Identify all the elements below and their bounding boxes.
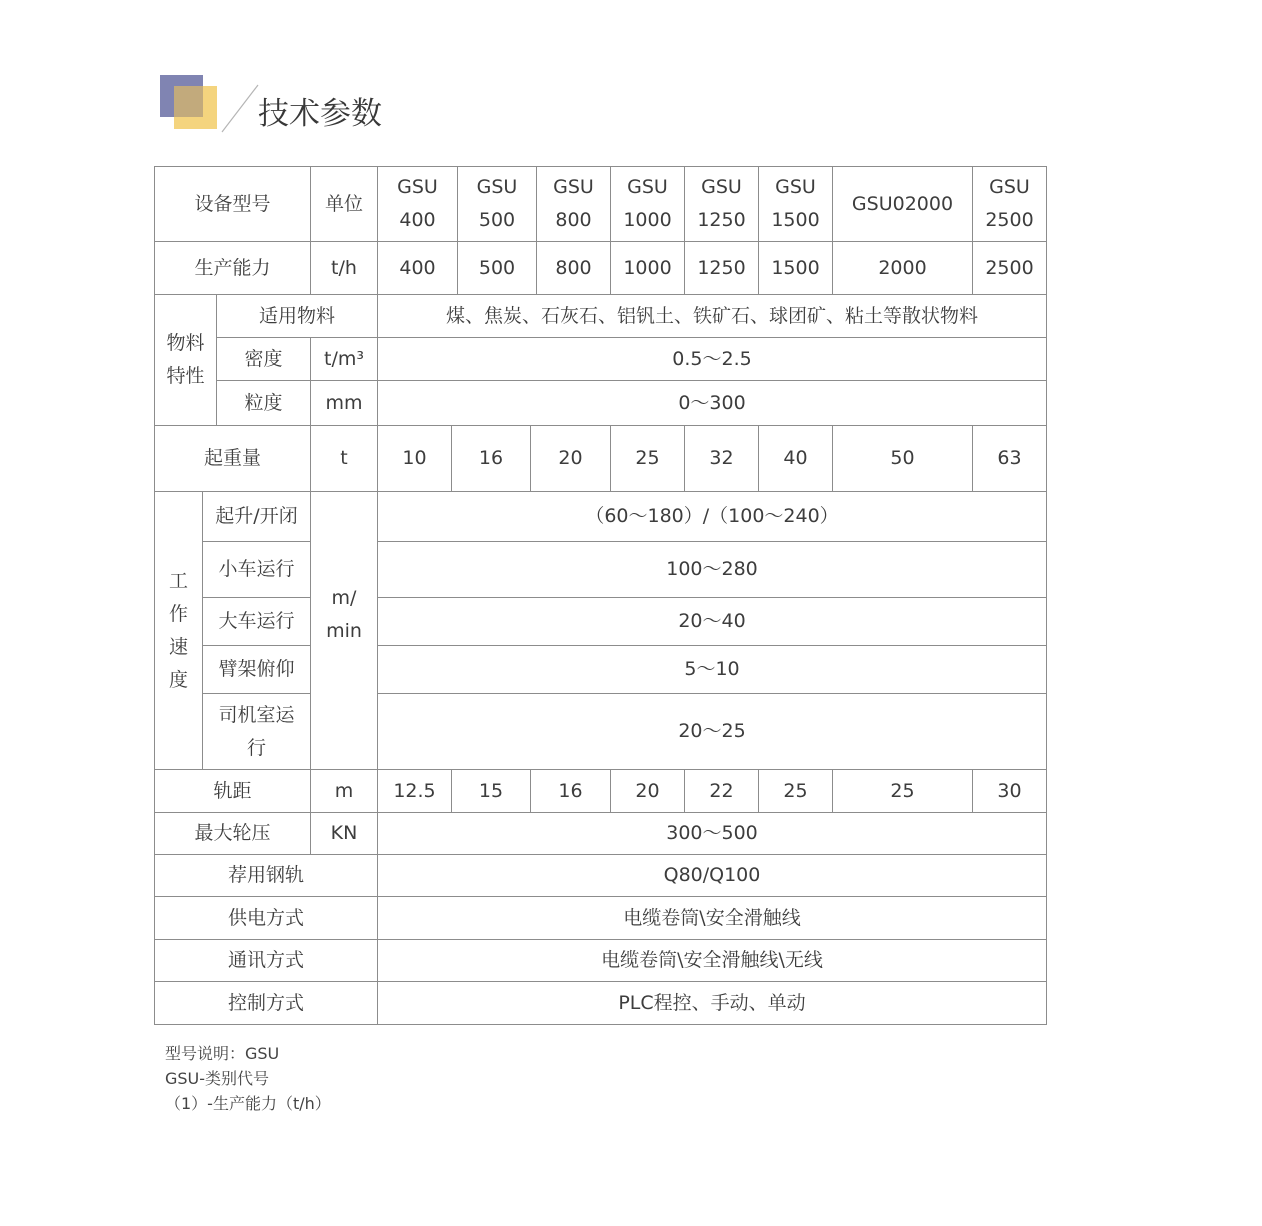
lifting-capacity-label-cell: 起重量 [155, 426, 311, 492]
slash-divider-icon [218, 82, 262, 136]
gauge-value-cell: 30 [973, 770, 1047, 813]
capacity-value-cell: 400 [378, 242, 458, 295]
power-supply-label-cell: 供电方式 [155, 897, 378, 940]
working-speed-unit: m/min [326, 586, 362, 642]
boom-luffing-value-cell: 5～10 [378, 646, 1047, 694]
lifting-capacity-value-cell: 16 [452, 426, 531, 492]
unit-label-cell: 单位 [311, 167, 378, 242]
model-cell: GSU 1500 [759, 167, 833, 242]
power-supply-value-cell: 电缆卷筒\安全滑触线 [378, 897, 1047, 940]
max-wheel-pressure-unit-cell: KN [311, 813, 378, 855]
capacity-value-cell: 2000 [833, 242, 973, 295]
model-notes [165, 1041, 331, 1116]
gauge-value-cell: 20 [611, 770, 685, 813]
applicable-material-value-cell: 煤、焦炭、石灰石、铝钒土、铁矿石、球团矿、粘土等散状物料 [378, 295, 1047, 338]
max-wheel-pressure-label-cell: 最大轮压 [155, 813, 311, 855]
granularity-unit-cell: mm [311, 381, 378, 426]
note-line: 型号说明：GSU [165, 1044, 280, 1063]
applicable-material-label-cell: 适用物料 [217, 295, 378, 338]
gauge-label-cell: 轨距 [155, 770, 311, 813]
model-cell: GSU 2500 [973, 167, 1047, 242]
material-group-cell [155, 295, 217, 426]
lifting-capacity-value-cell: 20 [531, 426, 611, 492]
lifting-capacity-value-cell: 25 [611, 426, 685, 492]
capacity-value-cell: 1000 [611, 242, 685, 295]
note-line: （1）-生产能力（t/h） [165, 1094, 331, 1113]
capacity-value-cell: 2500 [973, 242, 1047, 295]
lifting-capacity-value-cell: 40 [759, 426, 833, 492]
overlap-square-icon [174, 86, 203, 117]
cab-travel-label: 司机室运行 [218, 703, 295, 759]
gauge-value-cell: 15 [452, 770, 531, 813]
section-title: 技术参数 [258, 96, 382, 132]
gauge-value-cell: 25 [759, 770, 833, 813]
crane-travel-label-cell: 大车运行 [203, 598, 311, 646]
lifting-capacity-value-cell: 63 [973, 426, 1047, 492]
max-wheel-pressure-value-cell: 300～500 [378, 813, 1047, 855]
gauge-value-cell: 16 [531, 770, 611, 813]
trolley-travel-label-cell: 小车运行 [203, 542, 311, 598]
communication-value-cell: 电缆卷筒\安全滑触线\无线 [378, 940, 1047, 982]
recommended-rail-label-cell: 荐用钢轨 [155, 855, 378, 897]
parameters-table [154, 166, 1047, 1025]
capacity-value-cell: 800 [537, 242, 611, 295]
recommended-rail-value-cell: Q80/Q100 [378, 855, 1047, 897]
working-speed-group-cell [155, 492, 203, 770]
density-label-cell: 密度 [217, 338, 311, 381]
capacity-value-cell: 500 [458, 242, 537, 295]
capacity-value-cell: 1500 [759, 242, 833, 295]
lifting-capacity-value-cell: 50 [833, 426, 973, 492]
lifting-capacity-unit-cell: t [311, 426, 378, 492]
communication-label-cell: 通讯方式 [155, 940, 378, 982]
crane-travel-value-cell: 20～40 [378, 598, 1047, 646]
note-line: GSU-类别代号 [165, 1069, 270, 1088]
model-cell: GSU 500 [458, 167, 537, 242]
density-unit-cell: t/m³ [311, 338, 378, 381]
hoist-open-close-label-cell: 起升/开闭 [203, 492, 311, 542]
control-value-cell: PLC程控、手动、单动 [378, 982, 1047, 1025]
trolley-travel-value-cell: 100～280 [378, 542, 1047, 598]
cab-travel-value-cell: 20～25 [378, 694, 1047, 770]
gauge-unit-cell: m [311, 770, 378, 813]
model-cell: GSU02000 [833, 167, 973, 242]
capacity-unit-cell: t/h [311, 242, 378, 295]
control-label-cell: 控制方式 [155, 982, 378, 1025]
gauge-value-cell: 12.5 [378, 770, 452, 813]
lifting-capacity-value-cell: 32 [685, 426, 759, 492]
gauge-value-cell: 22 [685, 770, 759, 813]
granularity-label-cell: 粒度 [217, 381, 311, 426]
cab-travel-label-cell [203, 694, 311, 770]
model-cell: GSU 800 [537, 167, 611, 242]
granularity-value-cell: 0～300 [378, 381, 1047, 426]
gauge-value-cell: 25 [833, 770, 973, 813]
hoist-open-close-value-cell: （60～180）/（100～240） [378, 492, 1047, 542]
material-group-label: 物料特性 [166, 332, 205, 387]
model-label-cell: 设备型号 [155, 167, 311, 242]
boom-luffing-label-cell: 臂架俯仰 [203, 646, 311, 694]
model-cell: GSU 400 [378, 167, 458, 242]
lifting-capacity-value-cell: 10 [378, 426, 452, 492]
working-speed-unit-cell [311, 492, 378, 770]
model-cell: GSU 1000 [611, 167, 685, 242]
model-cell: GSU 1250 [685, 167, 759, 242]
section-title-icon [160, 75, 217, 129]
density-value-cell: 0.5～2.5 [378, 338, 1047, 381]
capacity-value-cell: 1250 [685, 242, 759, 295]
working-speed-group-label: 工作速度 [168, 569, 188, 691]
capacity-label-cell: 生产能力 [155, 242, 311, 295]
